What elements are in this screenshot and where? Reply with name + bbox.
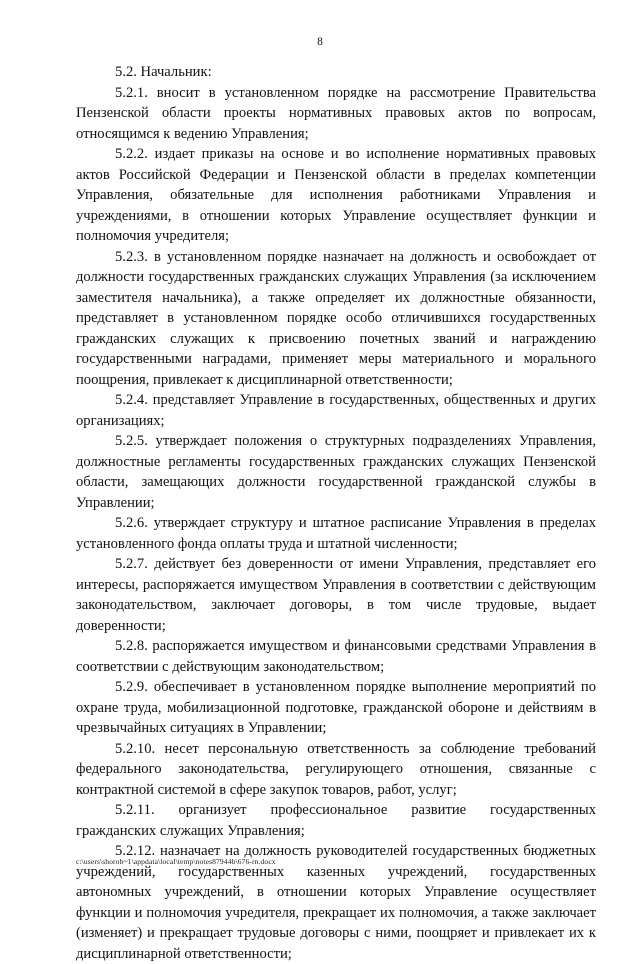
clause-paragraph: 5.2.5. утверждает положения о структурных подразделениях Управления, должностные регламенты государственных гражданских служащих Пензенской области, замещающих должности государственной гражданской службы в Управлении; [76, 433, 596, 511]
clause-paragraph: 5.2.12. назначает на должность руководителей государственных бюджетных учреждений, государственных казенных учреждений, государственных автономных учреждений, в отношении которых Управление осуществляет функции и полномочия учредителя, прекращает их полномочия, а также заключает (изменяет) и прекращает трудовые договоры с ними, поощряет и привлекает их к дисциплинарной ответственности; [76, 843, 596, 962]
clause-paragraph: 5.2.3. в установленном порядке назначает на должность и освобождает от должности государственных гражданских служащих Управления (за исключением заместителя начальника), а также определяет их должностные обязанности, представляет в установленном порядке особо отличившихся государственных гражданских служащих к присвоению почетных званий и награждению государственными наградами, применяет меры материального и морального поощрения, привлекает к дисциплинарной ответственности; [76, 248, 596, 388]
file-path-footer: c:\users\shorob~1\appdata\local\temp\notes87944b\676-rn.docx [76, 857, 276, 866]
clause-paragraph: 5.2.1. вносит в установленном порядке на рассмотрение Правительства Пензенской области проекты нормативных правовых актов по вопросам, относящимся к ведению Управления; [76, 84, 596, 142]
clause-paragraph: 5.2.7. действует без доверенности от имени Управления, представляет его интересы, распоряжается имуществом Управления в соответствии с действующим законодательством, заключает договоры, в том числе трудовые, выдает доверенности; [76, 556, 596, 634]
document-body [76, 62, 596, 964]
clause-paragraph: 5.2.9. обеспечивает в установленном порядке выполнение мероприятий по охране труда, мобилизационной подготовке, гражданской обороне и действиям в чрезвычайных ситуациях в Управлении; [76, 679, 596, 736]
page-number: 8 [317, 36, 323, 48]
clause-paragraph: 5.2.11. организует профессиональное развитие государственных гражданских служащих Управления; [76, 802, 596, 839]
clause-paragraph: 5.2.6. утверждает структуру и штатное расписание Управления в пределах установленного фонда оплаты труда и штатной численности; [76, 515, 596, 552]
clause-paragraph: 5.2.10. несет персональную ответственность за соблюдение требований федерального законодательства, регулирующего отношения, связанные с контрактной системой в сфере закупок товаров, работ, услуг; [76, 740, 596, 798]
clause-paragraph: 5.2.4. представляет Управление в государственных, общественных и других организациях; [76, 392, 596, 429]
clause-paragraph: 5.2.2. издает приказы на основе и во исполнение нормативных правовых актов Российской Федерации и Пензенской области в пределах компетенции Управления, обязательные для исполнения работниками Управления и учреждениями, в отношении которых Управление осуществляет функции и полномочия учредителя; [76, 146, 596, 244]
clause-paragraph: 5.2.8. распоряжается имуществом и финансовыми средствами Управления в соответствии с действующим законодательством; [76, 638, 596, 675]
section-heading: 5.2. Начальник: [115, 64, 212, 80]
